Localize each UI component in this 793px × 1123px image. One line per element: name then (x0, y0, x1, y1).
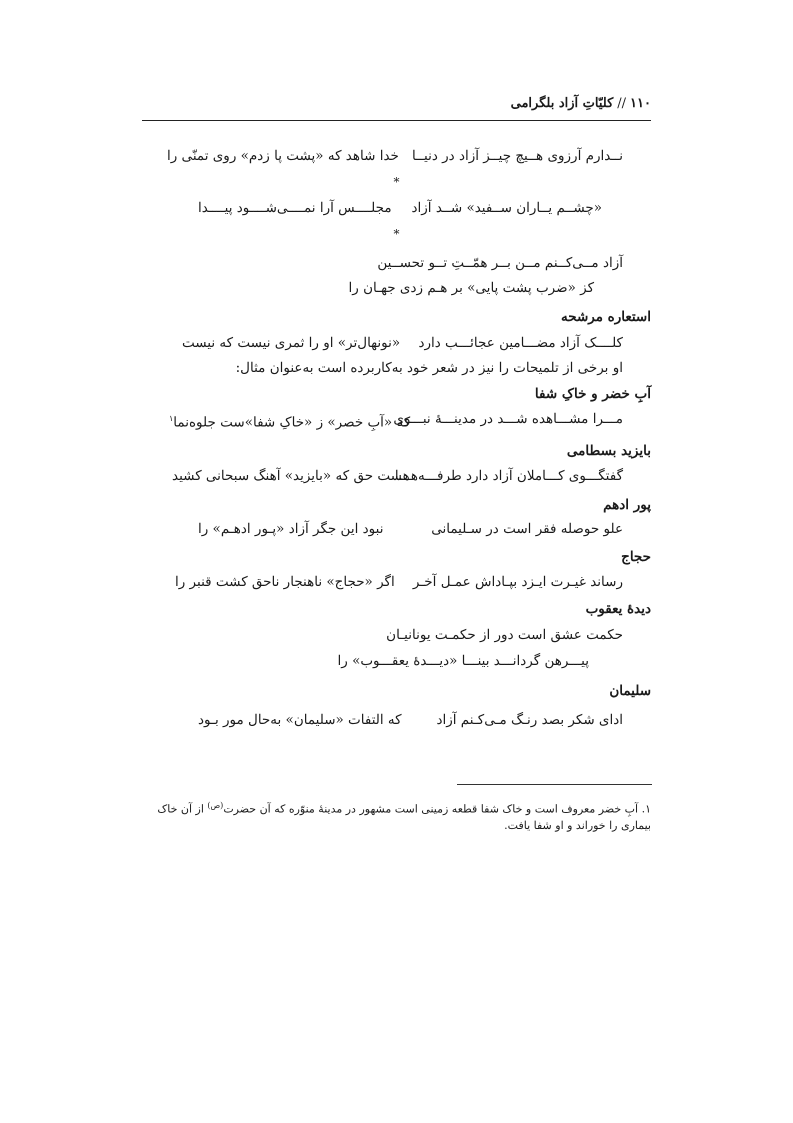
verse-separator-star: * (393, 175, 400, 189)
section-7-verse: ادای شکر بصد رنـگ مـی‌کـنم آزاد که التفات «سلیمان» به‌حال مور بـود (198, 712, 623, 728)
verse-line-3a: آزاد مــی‌کــنم مــن بــر همّــتِ تــو تحســین (377, 255, 623, 271)
section-heading: حجاج (621, 549, 651, 565)
verse-separator-star: * (393, 227, 400, 241)
prose-line: او برخی از تلمیحات را نیز در شعر خود به‌کاربرده است به‌عنوان مثال: (235, 360, 623, 376)
verse-line-2 (142, 197, 651, 219)
section-heading: پور ادهم (603, 497, 651, 513)
footnote-rule (457, 784, 652, 785)
verse-1-left-hemistich: خدا شاهد که «پشت پا زدم» روی تمنّی را (167, 148, 399, 164)
footnote-marker: ۱ (169, 414, 174, 423)
section-1-verse: کلــــک آزاد مضـــامین عجائـــب دارد «نونهال‌تر» او را ثمری نیست که نیست (182, 335, 623, 351)
section-5-verse: رساند غیـرت ایـزد بپـاداش عمـل آخـر اگر «حجاج» ناهنجار ناحق کشت قنبر را (175, 574, 623, 590)
section-heading: دیدۀ یعقوب (585, 601, 651, 617)
section-2-verse: مـــرا مشـــاهده شـــد در مدینـــۀ نبـــوی که «آبِ خصر» ز «خاکِ شفا»ست جلوه‌نما$^۱$ (169, 411, 623, 431)
verse-1-right-hemistich: نــدارم آرزوی هــیچ چیــز آزاد در دنیــا (411, 148, 623, 164)
book-title: کلیّاتِ آزاد بلگرامی (510, 96, 614, 111)
section-6-line-1: حکمت عشق است دور از حکمـت یونانیـان (386, 627, 623, 643)
section-heading: استعاره مرشحه (561, 309, 651, 325)
section-heading: بایزید بسطامی (566, 443, 651, 459)
verse-line-3b: کز «ضرب پشت پایی» بر هـم زدی جهـان را (348, 280, 594, 296)
verse-2-left-hemistich: مجلــــس آرا نمــــی‌شــــود پیــــدا (198, 200, 392, 216)
section-6-line-2: پیـــرهن گردانـــد بینـــا «دیـــدۀ یعقـــوب» را (337, 653, 589, 669)
section-heading: آبِ خضر و خاکِ شفا (534, 386, 651, 402)
footnote-line-1: ۱. آبِ خضر معروف است و خاک شفا قطعه زمینی است مشهور در مدینۀ منوّره که آن حضرت$^{(ص)}$ از آن خاک (157, 801, 651, 816)
header-separator: // (617, 96, 627, 111)
footnote-line-2: بیماری را خوراند و او شفا یافت. (504, 819, 651, 832)
section-heading: سلیمان (609, 683, 651, 699)
verse-2-right-hemistich: «چشــم یــاران ســفید» شــد آزاد (411, 200, 602, 216)
section-3-verse: گفتگـــوی کـــاملان آزاد دارد طرفـــه‌هـــا هست حق که «بایزید» آهنگ سبحانی کشید (172, 468, 623, 484)
page-number: ۱۱۰ (630, 96, 651, 111)
running-header (142, 96, 651, 121)
verse-line-1 (142, 145, 651, 167)
section-4-verse: علو حوصله فقر است در سـلیمانی نبود این جگر آزاد «پـور ادهـم» را (198, 521, 623, 537)
